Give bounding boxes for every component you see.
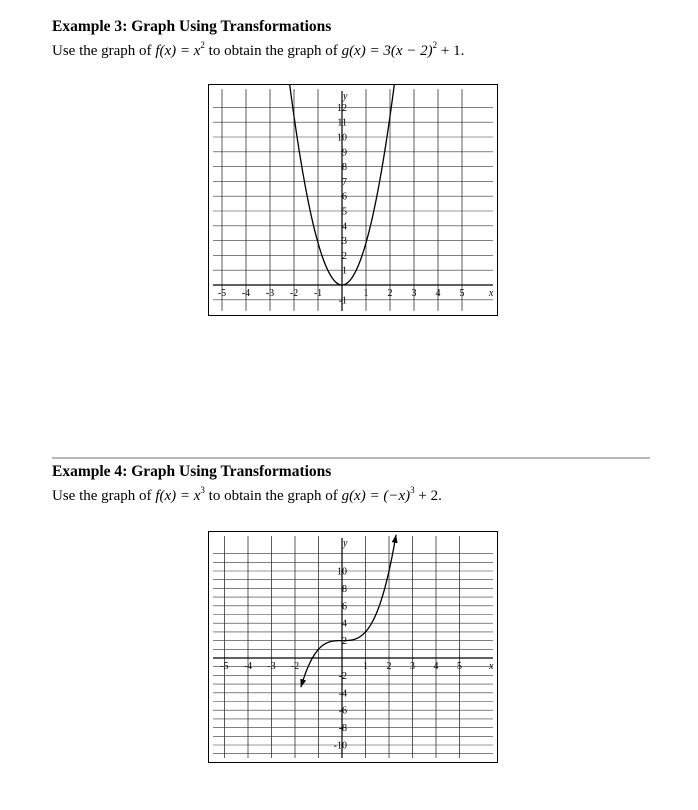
x-tick-label: -4	[241, 288, 251, 299]
cubic-curve	[301, 535, 396, 687]
y-tick-label: 9	[342, 147, 347, 159]
y-tick-label: 8	[342, 583, 347, 595]
y-tick-label: 5	[342, 206, 347, 218]
y-axis-label: y	[343, 91, 348, 102]
y-tick-label: -4	[338, 688, 347, 700]
y-tick-label: -10	[333, 740, 347, 752]
x-tick-label: -3	[265, 288, 275, 299]
y-tick-label: 4	[342, 221, 347, 233]
x-tick-label: -2	[290, 661, 300, 672]
y-tick-label: 7	[342, 176, 347, 188]
x-tick-label: 1	[363, 661, 368, 672]
y-tick-label: -8	[338, 723, 347, 735]
x-tick-label: 2	[387, 288, 393, 299]
x-tick-label: 4	[435, 288, 441, 299]
x-tick-label: -1	[313, 288, 323, 299]
y-tick-label: -1	[338, 295, 347, 307]
example-3-instructions: Use the graph of $f(x) = x^2$ to obtain the graph of $g(x) = 3(x - 2)^2 + 1$.	[52, 40, 465, 59]
graph-tick-labels	[218, 103, 465, 306]
graph-tick-labels	[220, 567, 462, 752]
x-tick-label: -2	[289, 288, 299, 299]
section-divider	[52, 457, 650, 459]
y-tick-label: 1	[342, 265, 347, 277]
example-4-instructions: Use the graph of $f(x) = x^3$ to obtain the graph of $g(x) = (-x)^3 + 2$.	[52, 485, 442, 504]
y-tick-label: 4	[342, 618, 347, 630]
example-4-graph	[208, 531, 498, 763]
x-tick-label: -4	[243, 661, 253, 672]
x-tick-label: -5	[217, 288, 227, 299]
x-tick-label: 3	[411, 288, 417, 299]
y-tick-label: 11	[337, 117, 347, 129]
y-tick-label: 12	[337, 102, 347, 114]
curve-arrow-bottom	[300, 679, 306, 688]
y-tick-label: 8	[342, 162, 347, 174]
x-tick-label: 4	[433, 661, 439, 672]
y-tick-label: -2	[338, 670, 347, 682]
graph-grid	[213, 536, 493, 762]
x-tick-label: -5	[220, 661, 229, 672]
x-tick-label: 5	[457, 661, 462, 672]
graph-grid	[213, 89, 493, 311]
example-4-graph-svg	[209, 532, 497, 762]
x-tick-label: -3	[267, 661, 276, 672]
x-tick-label: 3	[410, 661, 415, 672]
x-axis-label: x	[489, 288, 494, 299]
x-tick-label: 2	[386, 661, 392, 672]
y-tick-label: 3	[342, 236, 347, 248]
x-tick-label: 5	[459, 288, 465, 299]
y-tick-label: 10	[337, 566, 347, 578]
example-3-graph	[208, 84, 498, 316]
example-3-title: Example 3: Graph Using Transformations	[52, 18, 332, 35]
y-tick-label: 2	[342, 636, 347, 648]
x-tick-label: 1	[363, 288, 369, 299]
example-3	[52, 18, 464, 60]
y-tick-label: 6	[342, 601, 347, 613]
graph-axes	[213, 91, 493, 311]
y-tick-label: 2	[342, 250, 347, 262]
y-tick-label: -6	[338, 705, 347, 717]
y-axis-label: y	[343, 538, 348, 549]
y-tick-label: 10	[337, 132, 347, 144]
example-3-graph-svg	[209, 85, 497, 315]
example-4	[52, 463, 442, 505]
example-4-title: Example 4: Graph Using Transformations	[52, 463, 332, 480]
curve-arrow-top	[392, 535, 398, 543]
y-tick-label: 6	[342, 191, 347, 203]
x-axis-label: x	[489, 661, 494, 672]
